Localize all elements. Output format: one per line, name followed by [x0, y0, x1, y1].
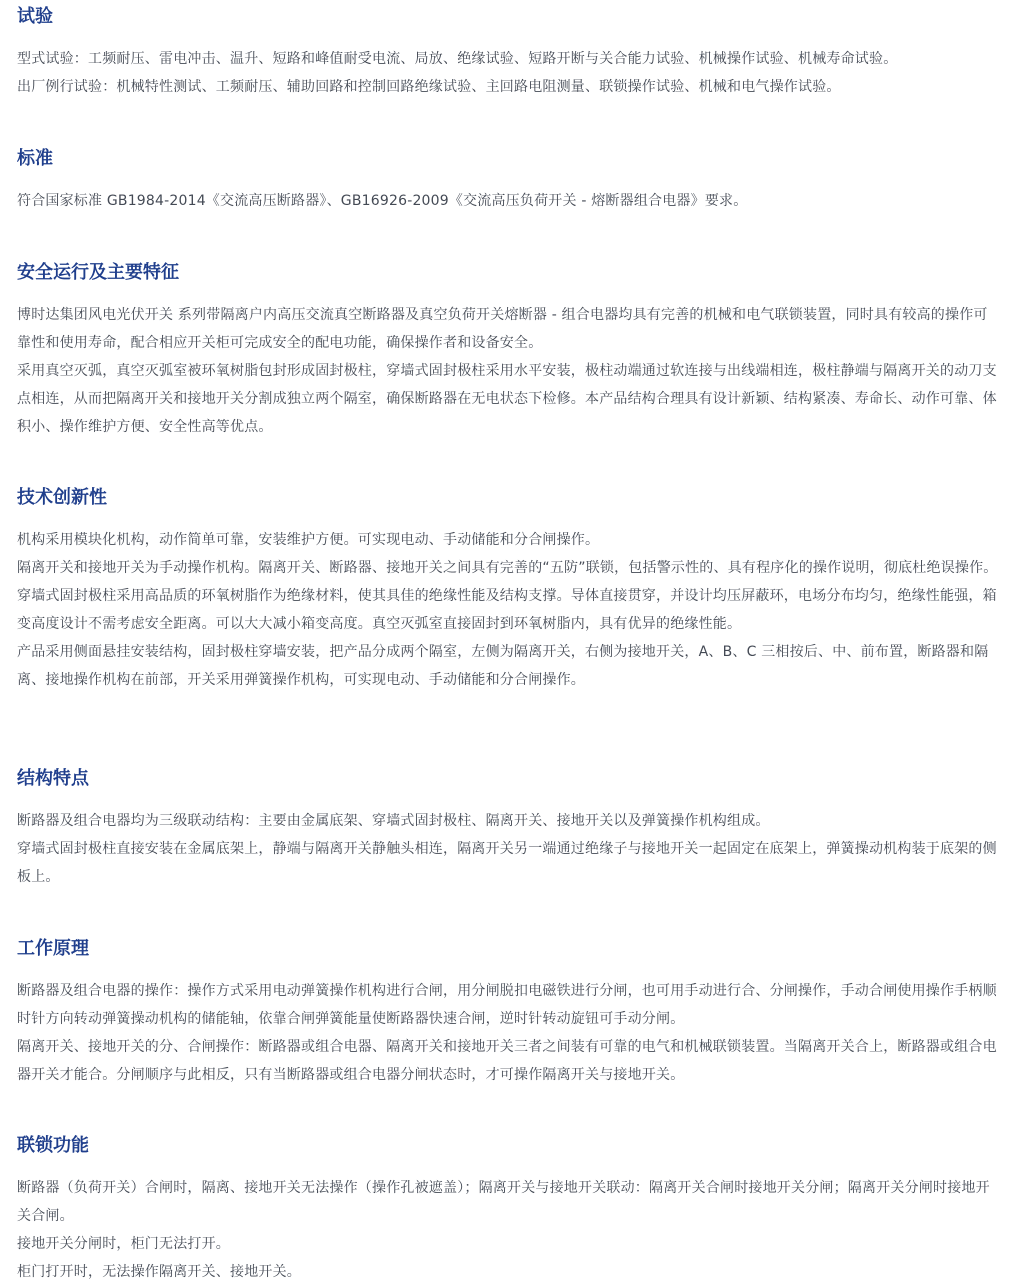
paragraph: 断路器及组合电器的操作：操作方式采用电动弹簧操作机构进行合闸，用分闸脱扣电磁铁进行分闸，也可用手动进行合、分闸操作，手动合闸使用操作手柄顺时针方向转动弹簧操动机构的储能轴，依靠合闸弹簧能量使断路器快速合闸，逆时针转动旋钮可手动分闸。: [17, 983, 997, 1027]
paragraph: 隔离开关、接地开关的分、合闸操作：断路器或组合电器、隔离开关和接地开关三者之间装有可靠的电气和机械联锁装置。当隔离开关合上，断路器或组合电器开关才能合。分闸顺序与此相反，只有当断路器或组合电器分闸状态时，才可操作隔离开关与接地开关。: [17, 1039, 997, 1083]
paragraph: 穿墙式固封极柱采用高品质的环氧树脂作为绝缘材料，使其具佳的绝缘性能及结构支撑。导体直接贯穿，并设计均压屏蔽环，电场分布均匀，绝缘性能强，箱变高度设计不需考虑安全距离。可以大大减小箱变高度。真空灭弧室直接固封到环氧树脂内，具有优异的绝缘性能。: [17, 588, 997, 632]
paragraph: 接地开关分闸时，柜门无法打开。: [17, 1236, 230, 1252]
paragraph: 博时达集团风电光伏开关 系列带隔离户内高压交流真空断路器及真空负荷开关熔断器 - 组合电器均具有完善的机械和电气联锁装置，同时具有较高的操作可靠性和使用寿命，配合相应开关柜可完成安全的配电功能，确保操作者和设备安全。: [17, 307, 988, 351]
section-title: 试验: [17, 6, 53, 27]
section-title: 技术创新性: [17, 487, 107, 508]
section-title: 安全运行及主要特征: [17, 262, 179, 283]
paragraph: 隔离开关和接地开关为手动操作机构。隔离开关、断路器、接地开关之间具有完善的“五防”联锁，包括警示性的、具有程序化的操作说明，彻底杜绝误操作。: [17, 560, 998, 576]
paragraph: 型式试验：工频耐压、雷电冲击、温升、短路和峰值耐受电流、局放、绝缘试验、短路开断与关合能力试验、机械操作试验、机械寿命试验。: [17, 51, 898, 67]
paragraph: 产品采用侧面悬挂安装结构，固封极柱穿墙安装，把产品分成两个隔室，左侧为隔离开关，右侧为接地开关，A、B、C 三相按后、中、前布置，断路器和隔离、接地操作机构在前部，开关采用弹簧操作机构，可实现电动、手动储能和分合闸操作。: [17, 644, 989, 688]
paragraph: 断路器（负荷开关）合闸时，隔离、接地开关无法操作（操作孔被遮盖）；隔离开关与接地开关联动：隔离开关合闸时接地开关分闸；隔离开关分闸时接地开关合闸。: [17, 1180, 990, 1224]
section-safety-features: [17, 261, 1000, 441]
section-test: [17, 5, 1000, 101]
section-structure: [17, 767, 1000, 891]
section-title: 结构特点: [17, 768, 89, 789]
paragraph: 出厂例行试验：机械特性测试、工频耐压、辅助回路和控制回路绝缘试验、主回路电阻测量、联锁操作试验、机械和电气操作试验。: [17, 79, 841, 95]
section-title: 标准: [17, 148, 53, 169]
paragraph: 断路器及组合电器均为三级联动结构：主要由金属底架、穿墙式固封极柱、隔离开关、接地开关以及弹簧操作机构组成。: [17, 813, 770, 829]
section-title: 工作原理: [17, 938, 89, 959]
paragraph: 符合国家标准 GB1984-2014《交流高压断路器》、GB16926-2009《交流高压负荷开关 - 熔断器组合电器》要求。: [17, 193, 748, 209]
section-principle: [17, 937, 1000, 1089]
paragraph: 穿墙式固封极柱直接安装在金属底架上，静端与隔离开关静触头相连，隔离开关另一端通过绝缘子与接地开关一起固定在底架上，弹簧操动机构装于底架的侧板上。: [17, 841, 997, 885]
section-innovation: [17, 486, 1000, 694]
paragraph: 机构采用模块化机构，动作简单可靠，安装维护方便。可实现电动、手动储能和分合闸操作。: [17, 532, 600, 548]
section-interlock: [17, 1134, 1000, 1286]
section-title: 联锁功能: [17, 1135, 89, 1156]
paragraph: 柜门打开时，无法操作隔离开关、接地开关。: [17, 1264, 301, 1280]
section-standard: [17, 147, 1000, 215]
paragraph: 采用真空灭弧，真空灭弧室被环氧树脂包封形成固封极柱，穿墙式固封极柱采用水平安装，极柱动端通过软连接与出线端相连，极柱静端与隔离开关的动刀支点相连，从而把隔离开关和接地开关分割成独立两个隔室，确保断路器在无电状态下检修。本产品结构合理具有设计新颖、结构紧凑、寿命长、动作可靠、体积小、操作维护方便、安全性高等优点。: [17, 363, 997, 435]
